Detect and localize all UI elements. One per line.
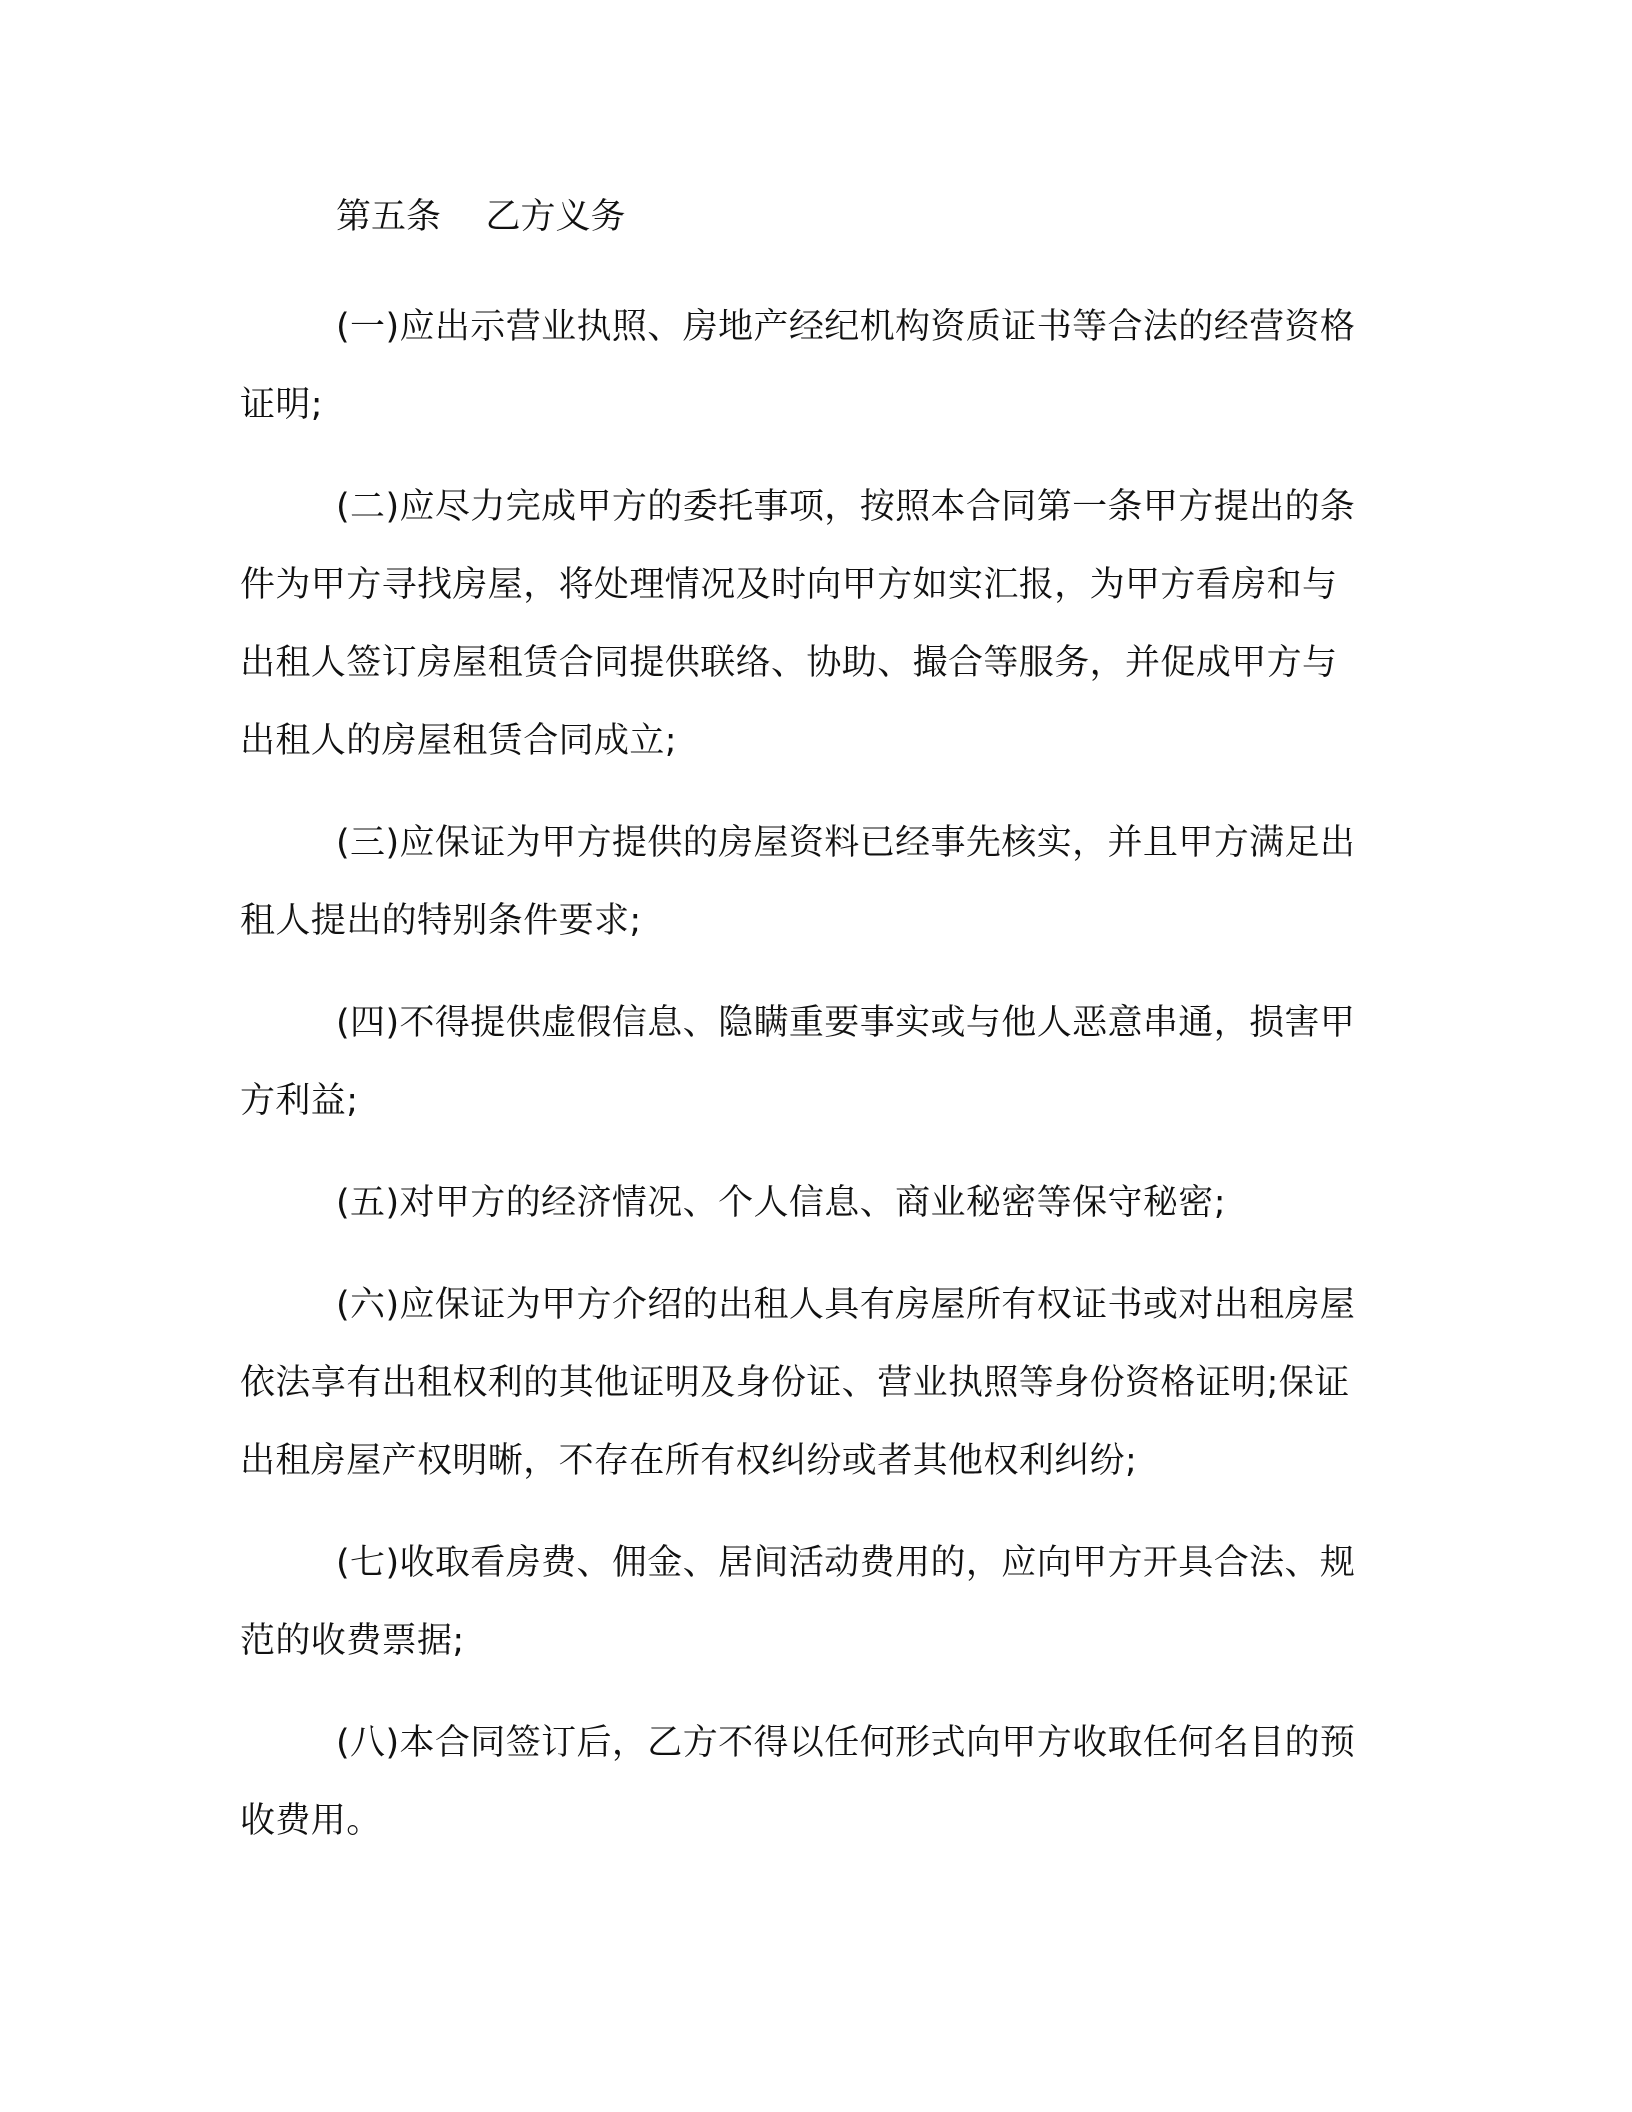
document-body bbox=[240, 188, 1360, 1884]
clause-6: (六)应保证为甲方介绍的出租人具有房屋所有权证书或对出租房屋依法享有出租权利的其他证明及身份证、营业执照等身份资格证明;保证出租房屋产权明晰，不存在所有权纠纷或者其他权利纠纷; bbox=[240, 1285, 1356, 1481]
clause-5: (五)对甲方的经济情况、个人信息、商业秘密等保守秘密; bbox=[336, 1183, 1226, 1223]
clause-4: (四)不得提供虚假信息、隐瞒重要事实或与他人恶意串通，损害甲方利益; bbox=[240, 1003, 1356, 1121]
clause-1: (一)应出示营业执照、房地产经纪机构资质证书等合法的经营资格证明; bbox=[240, 307, 1356, 425]
clause-3: (三)应保证为甲方提供的房屋资料已经事先核实，并且甲方满足出租人提出的特别条件要求; bbox=[240, 823, 1356, 941]
article-heading: 第五条 乙方义务 bbox=[336, 197, 626, 237]
clause-8: (八)本合同签订后，乙方不得以任何形式向甲方收取任何名目的预收费用。 bbox=[240, 1723, 1356, 1841]
clause-2: (二)应尽力完成甲方的委托事项，按照本合同第一条甲方提出的条件为甲方寻找房屋，将处理情况及时向甲方如实汇报，为甲方看房和与出租人签订房屋租赁合同提供联络、协助、撮合等服务，并促成甲方与出租人的房屋租赁合同成立; bbox=[240, 487, 1356, 761]
clause-7: (七)收取看房费、佣金、居间活动费用的，应向甲方开具合法、规范的收费票据; bbox=[240, 1543, 1356, 1661]
